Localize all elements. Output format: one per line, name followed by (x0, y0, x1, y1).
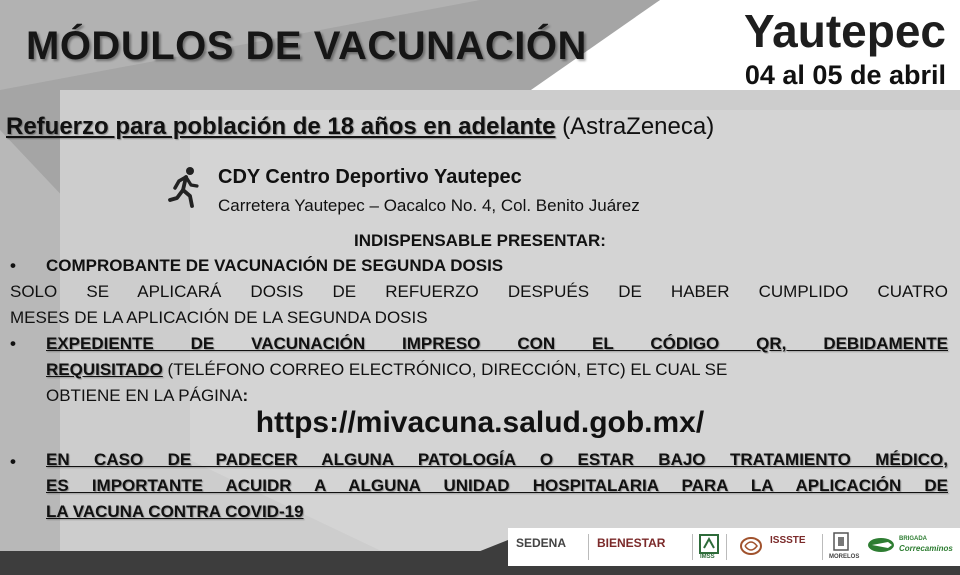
requirement-item-patologia-line-1: EN CASO DE PADECER ALGUNA PATOLOGÍA O ESTAR BAJO TRATAMIENTO MÉDICO, (46, 450, 948, 469)
issste-logo: ISSSTE (770, 535, 806, 546)
booster-note-line-1: SOLO SE APLICARÁ DOSIS DE REFUERZO DESPUÉS DE HABER CUMPLIDO CUATRO (10, 282, 948, 301)
requirement-item-expediente-line-2 (46, 360, 948, 380)
brigada-label: BRIGADA (899, 536, 927, 542)
sedena-logo: SEDENA (516, 536, 567, 550)
logo-divider (692, 534, 693, 560)
morelos-crest-icon (832, 532, 850, 552)
requisitado-details: (TELÉFONO CORREO ELECTRÓNICO, DIRECCIÓN, ETC) EL CUAL SE (167, 360, 728, 379)
vaccine-website-url[interactable]: https://mivacuna.salud.gob.mx/ (255, 406, 705, 439)
colon-text: : (242, 386, 249, 405)
requirement-item-patologia-line-3: LA VACUNA CONTRA COVID-19 (46, 502, 304, 521)
refuerzo-bold-text: Refuerzo para población de 18 años en adelante (6, 113, 556, 140)
correcaminos-label: Correcaminos (899, 544, 953, 553)
refuerzo-line (6, 113, 714, 141)
requirement-item-expediente-line-3 (46, 386, 248, 406)
requisitado-text: REQUISITADO (46, 360, 163, 379)
city-name: Yautepec (744, 5, 946, 57)
obtiene-text: OBTIENE EN LA PÁGINA (46, 386, 243, 405)
logo-divider (726, 534, 727, 560)
requirement-item-patologia-line-2: ES IMPORTANTE ACUIDR A ALGUNA UNIDAD HOSPITALARIA PARA LA APLICACIÓN DE (46, 476, 948, 495)
imss-emblem-icon (699, 534, 719, 554)
bullet-marker: • (10, 334, 16, 353)
issste-emblem-icon (739, 536, 763, 556)
venue-name: CDY Centro Deportivo Yautepec (218, 166, 522, 188)
imss-logo: IMSS (700, 554, 715, 560)
requirement-item-expediente-line-1: EXPEDIENTE DE VACUNACIÓN IMPRESO CON EL CÓDIGO QR, DEBIDAMENTE (46, 334, 948, 353)
brigada-roadrunner-icon (866, 536, 896, 554)
bienestar-logo: BIENESTAR (597, 536, 666, 550)
logo-divider (588, 534, 589, 560)
page-title: MÓDULOS DE VACUNACIÓN (26, 24, 587, 68)
venue-address: Carretera Yautepec – Oacalco No. 4, Col. Benito Juárez (218, 196, 640, 215)
bullet-marker: • (10, 256, 16, 275)
refuerzo-brand-text: (AstraZeneca) (562, 113, 715, 140)
bullet-marker: • (10, 452, 16, 471)
booster-note-line-2: MESES DE LA APLICACIÓN DE LA SEGUNDA DOSIS (10, 308, 428, 327)
morelos-logo: MORELOS (829, 554, 860, 560)
requirements-heading: INDISPENSABLE PRESENTAR: (354, 231, 606, 250)
logo-divider (822, 534, 823, 560)
date-range: 04 al 05 de abril (744, 60, 946, 90)
requirement-item-comprobante: COMPROBANTE DE VACUNACIÓN DE SEGUNDA DOSIS (46, 256, 504, 275)
footer-dark-band (0, 551, 508, 575)
running-person-icon (166, 166, 204, 208)
